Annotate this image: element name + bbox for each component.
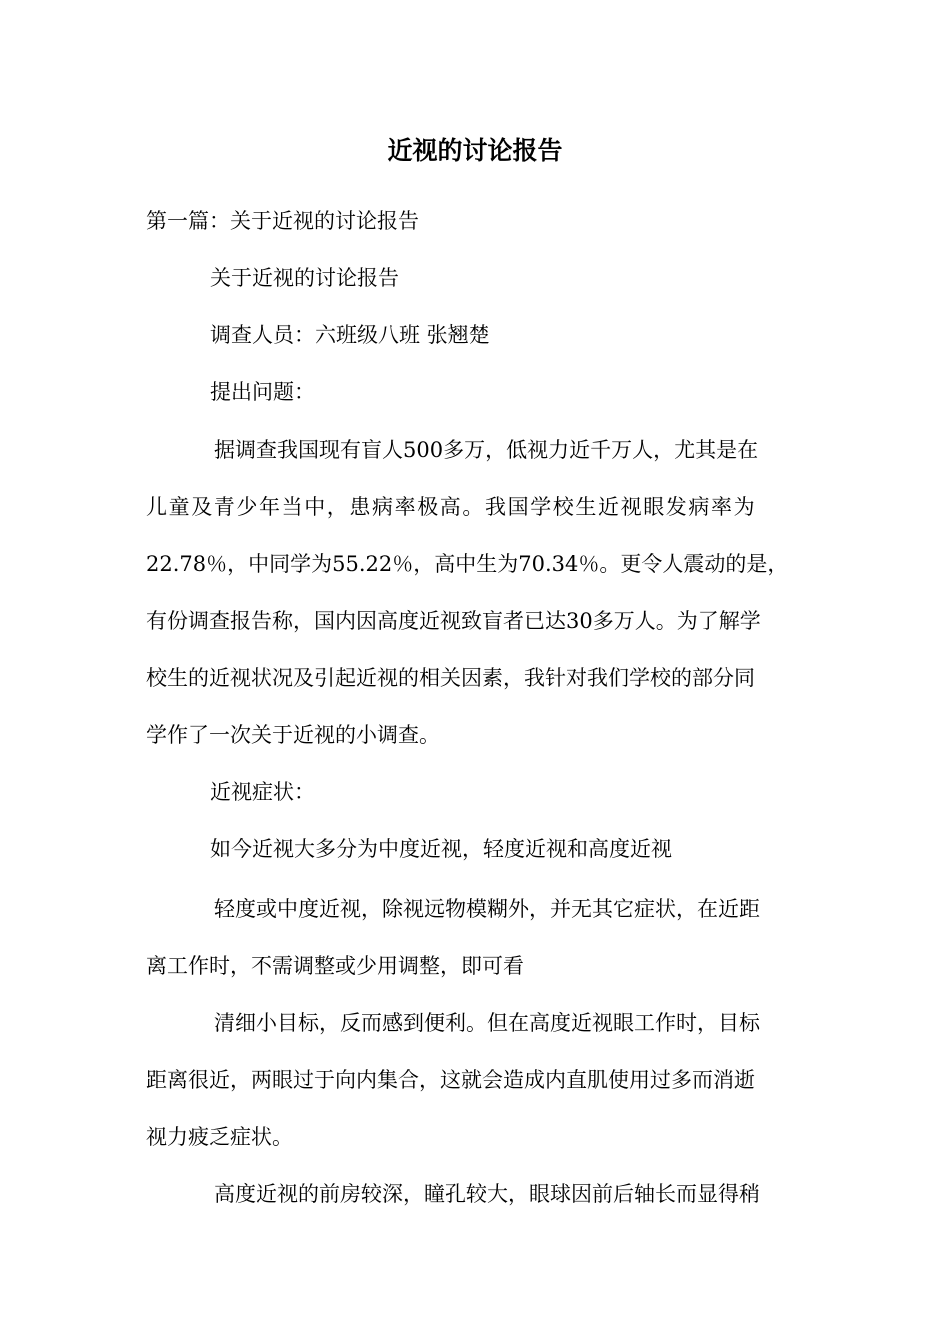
- paragraph-line: 视力疲乏症状。: [146, 1125, 293, 1149]
- paragraph-line: 有份调查报告称，国内因高度近视致盲者已达30多万人。为了解学: [146, 609, 761, 633]
- symptoms-heading: 近视症状：: [210, 780, 315, 804]
- investigator-line: 调查人员：六班级八班 张翘楚: [210, 323, 490, 347]
- paragraph-line: 学作了一次关于近视的小调查。: [146, 723, 440, 747]
- paragraph-line: 高度近视的前房较深，瞳孔较大，眼球因前后轴长而显得稍: [214, 1182, 760, 1206]
- section-heading: 第一篇：关于近视的讨论报告: [146, 209, 419, 233]
- paragraph-line: 清细小目标，反而感到便利。但在高度近视眼工作时，目标: [214, 1011, 760, 1035]
- paragraph-line: 据调查我国现有盲人500多万，低视力近千万人，尤其是在: [214, 438, 759, 462]
- report-subtitle: 关于近视的讨论报告: [210, 266, 399, 290]
- paragraph-line: 轻度或中度近视，除视远物模糊外，并无其它症状，在近距: [214, 897, 760, 921]
- paragraph-line: 校生的近视状况及引起近视的相关因素，我针对我们学校的部分同: [146, 666, 755, 690]
- paragraph-line: 儿童及青少年当中，患病率极高。我国学校生近视眼发病率为: [146, 495, 757, 519]
- paragraph-line: 距离很近，两眼过于向内集合，这就会造成内直肌使用过多而消逝: [146, 1068, 755, 1092]
- paragraph-line: 如今近视大多分为中度近视，轻度近视和高度近视: [210, 837, 672, 861]
- paragraph-line: 22.78％，中同学为55.22％，高中生为70.34％。更令人震动的是，: [146, 552, 789, 576]
- paragraph-line: 离工作时，不需调整或少用调整，即可看: [146, 954, 524, 978]
- question-heading: 提出问题：: [210, 380, 315, 404]
- document-title: 近视的讨论报告: [387, 136, 563, 165]
